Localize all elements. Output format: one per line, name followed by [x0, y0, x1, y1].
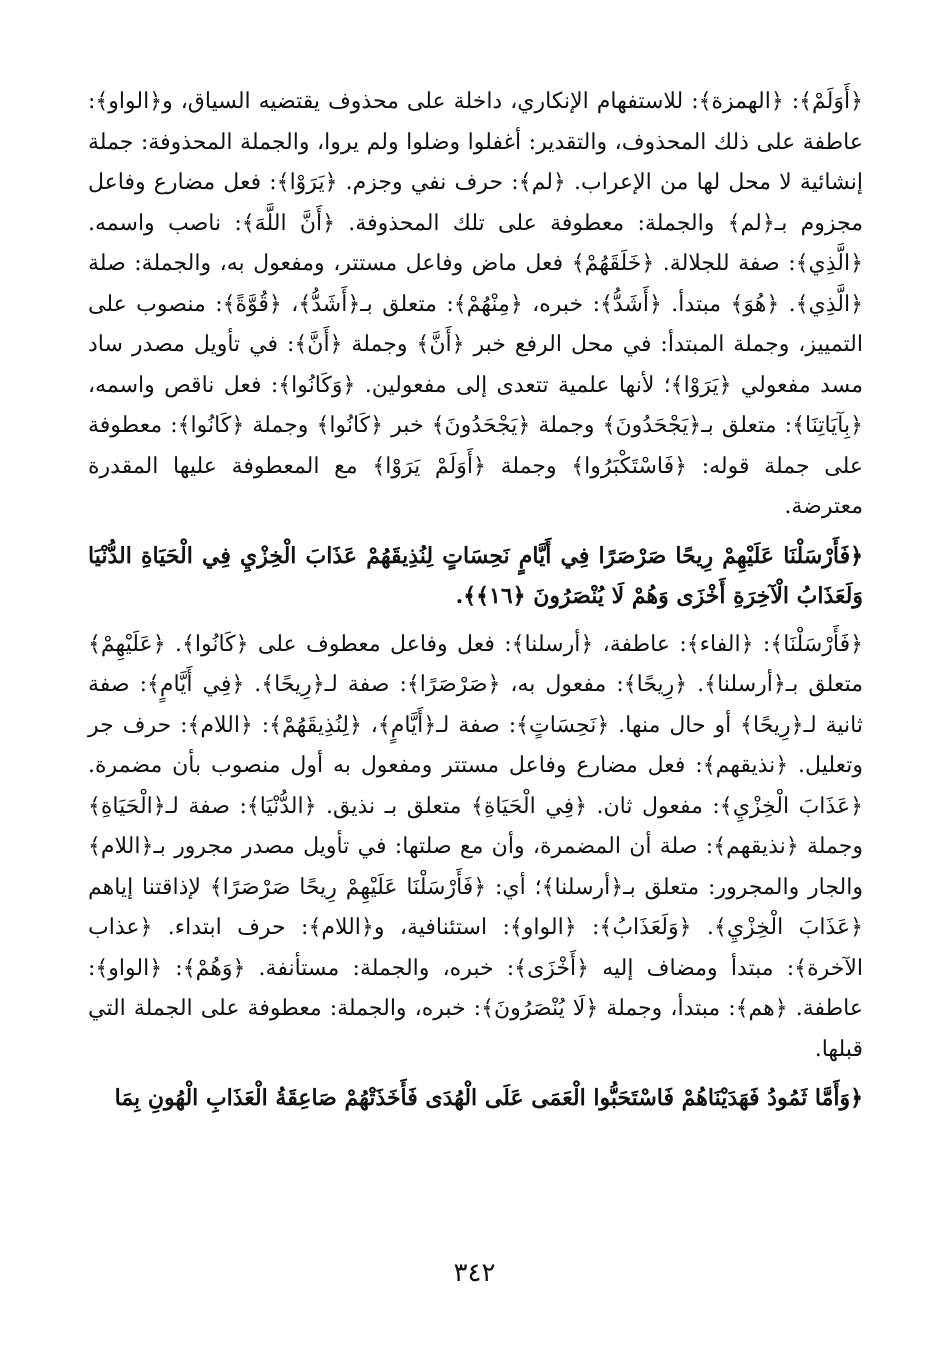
commentary-paragraph-2: ﴿فَأَرْسَلْنَا﴾: ﴿الفاء﴾: عاطفة، ﴿أرسلنا﴾: فعل وفاعل معطوف على ﴿كَانُوا﴾. ﴿عَلَيْهِمْ﴾ متعلق بـ﴿أرسلنا﴾. ﴿رِيحًا﴾: مفعول به، ﴿صَرْصَرًا﴾: صفة لـ﴿رِيحًا﴾. ﴿فِي أَيَّامٍ﴾: صفة ثانية لـ﴿رِيحًا﴾ أو حال منها. ﴿نَحِسَاتٍ﴾: صفة لـ﴿أَيَّامٍ﴾، ﴿لِنُذِيقَهُمْ﴾: ﴿اللام﴾: حرف جر وتعليل. ﴿نذيقهم﴾: فعل مضارع وفاعل مستتر ومفعول به أول منصوب بأن مضمرة. ﴿عَذَابَ الْخِزْيِ﴾: مفعول ثان. ﴿فِي الْحَيَاةِ﴾ متعلق بـ نذيق. ﴿الدُّنْيَا﴾: صفة لـ﴿الْحَيَاةِ﴾ وجملة ﴿نذيقهم﴾: صلة أن المضمرة، وأن مع صلتها: في تأويل مصدر مجرور بـ﴿اللام﴾ والجار والمجرور: متعلق بـ﴿أرسلنا﴾؛ أي: ﴿فَأَرْسَلْنَا عَلَيْهِمْ رِيحًا صَرْصَرًا﴾ لإذاقتنا إياهم ﴿عَذَابَ الْخِزْيِ﴾. ﴿وَلَعَذَابُ﴾: ﴿الواو﴾: استئنافية، و﴿اللام﴾: حرف ابتداء. ﴿عذاب الآخرة﴾: مبتدأ ومضاف إليه ﴿أَخْزَى﴾: خبره، والجملة: مستأنفة. ﴿وَهُمْ﴾: ﴿الواو﴾: عاطفة. ﴿هم﴾: مبتدأ، وجملة ﴿لَا يُنْصَرُونَ﴾: خبره، والجملة: معطوفة على الجملة التي قبلها.	[88, 631, 863, 1062]
quran-verse-17: ﴿وَأَمَّا ثَمُودُ فَهَدَيْنَاهُمْ فَاسْتَحَبُّوا الْعَمَى عَلَى الْهُدَى فَأَخَذَتْهُمْ صَاعِقَةُ الْعَذَابِ الْهُونِ بِمَا	[114, 1085, 863, 1111]
commentary-paragraph-1: ﴿أَوَلَمْ﴾: ﴿الهمزة﴾: للاستفهام الإنكاري، داخلة على محذوف يقتضيه السياق، و﴿الواو﴾: عاطفة على ذلك المحذوف، والتقدير: أغفلوا وضلوا ولم يروا، والجملة المحذوفة: جملة إنشائية لا محل لها من الإعراب. ﴿لم﴾: حرف نفي وجزم. ﴿يَرَوْا﴾: فعل مضارع وفاعل مجزوم بـ﴿لم﴾ والجملة: معطوفة على تلك المحذوفة. ﴿أَنَّ اللَّهَ﴾: ناصب واسمه. ﴿الَّذِي﴾: صفة للجلالة. ﴿خَلَقَهُمْ﴾ فعل ماض وفاعل مستتر، ومفعول به، والجملة: صلة ﴿الَّذِي﴾. ﴿هُوَ﴾ مبتدأ. ﴿أَشَدُّ﴾: خبره، ﴿مِنْهُمْ﴾: متعلق بـ﴿أَشَدُّ﴾، ﴿قُوَّةً﴾: منصوب على التمييز، وجملة المبتدأ: في محل الرفع خبر ﴿أَنَّ﴾ وجملة ﴿أَنَّ﴾: في تأويل مصدر ساد مسد مفعولي ﴿يَرَوْا﴾؛ لأنها علمية تتعدى إلى مفعولين. ﴿وَكَانُوا﴾: فعل ناقص واسمه، ﴿بِآيَاتِنَا﴾: متعلق بـ﴿يَجْحَدُونَ﴾ وجملة ﴿يَجْحَدُونَ﴾ خبر ﴿كَانُوا﴾ وجملة ﴿كَانُوا﴾: معطوفة على جملة قوله: ﴿فَاسْتَكْبَرُوا﴾ وجملة ﴿أَوَلَمْ يَرَوْا﴾ مع المعطوفة عليها المقدرة معترضة.	[88, 89, 864, 519]
page-number: ٣٤٢	[453, 1258, 496, 1288]
page-body	[88, 82, 863, 1127]
quran-verse-16: ﴿فَأَرْسَلْنَا عَلَيْهِمْ رِيحًا صَرْصَرًا فِي أَيَّامٍ نَحِسَاتٍ لِنُذِيقَهُمْ عَذَابَ الْخِزْيِ فِي الْحَيَاةِ الدُّنْيَا وَلَعَذَابُ الْآخِرَةِ أَخْزَى وَهُمْ لَا يُنْصَرُونَ ﴿١٦﴾﴾.	[88, 542, 863, 609]
